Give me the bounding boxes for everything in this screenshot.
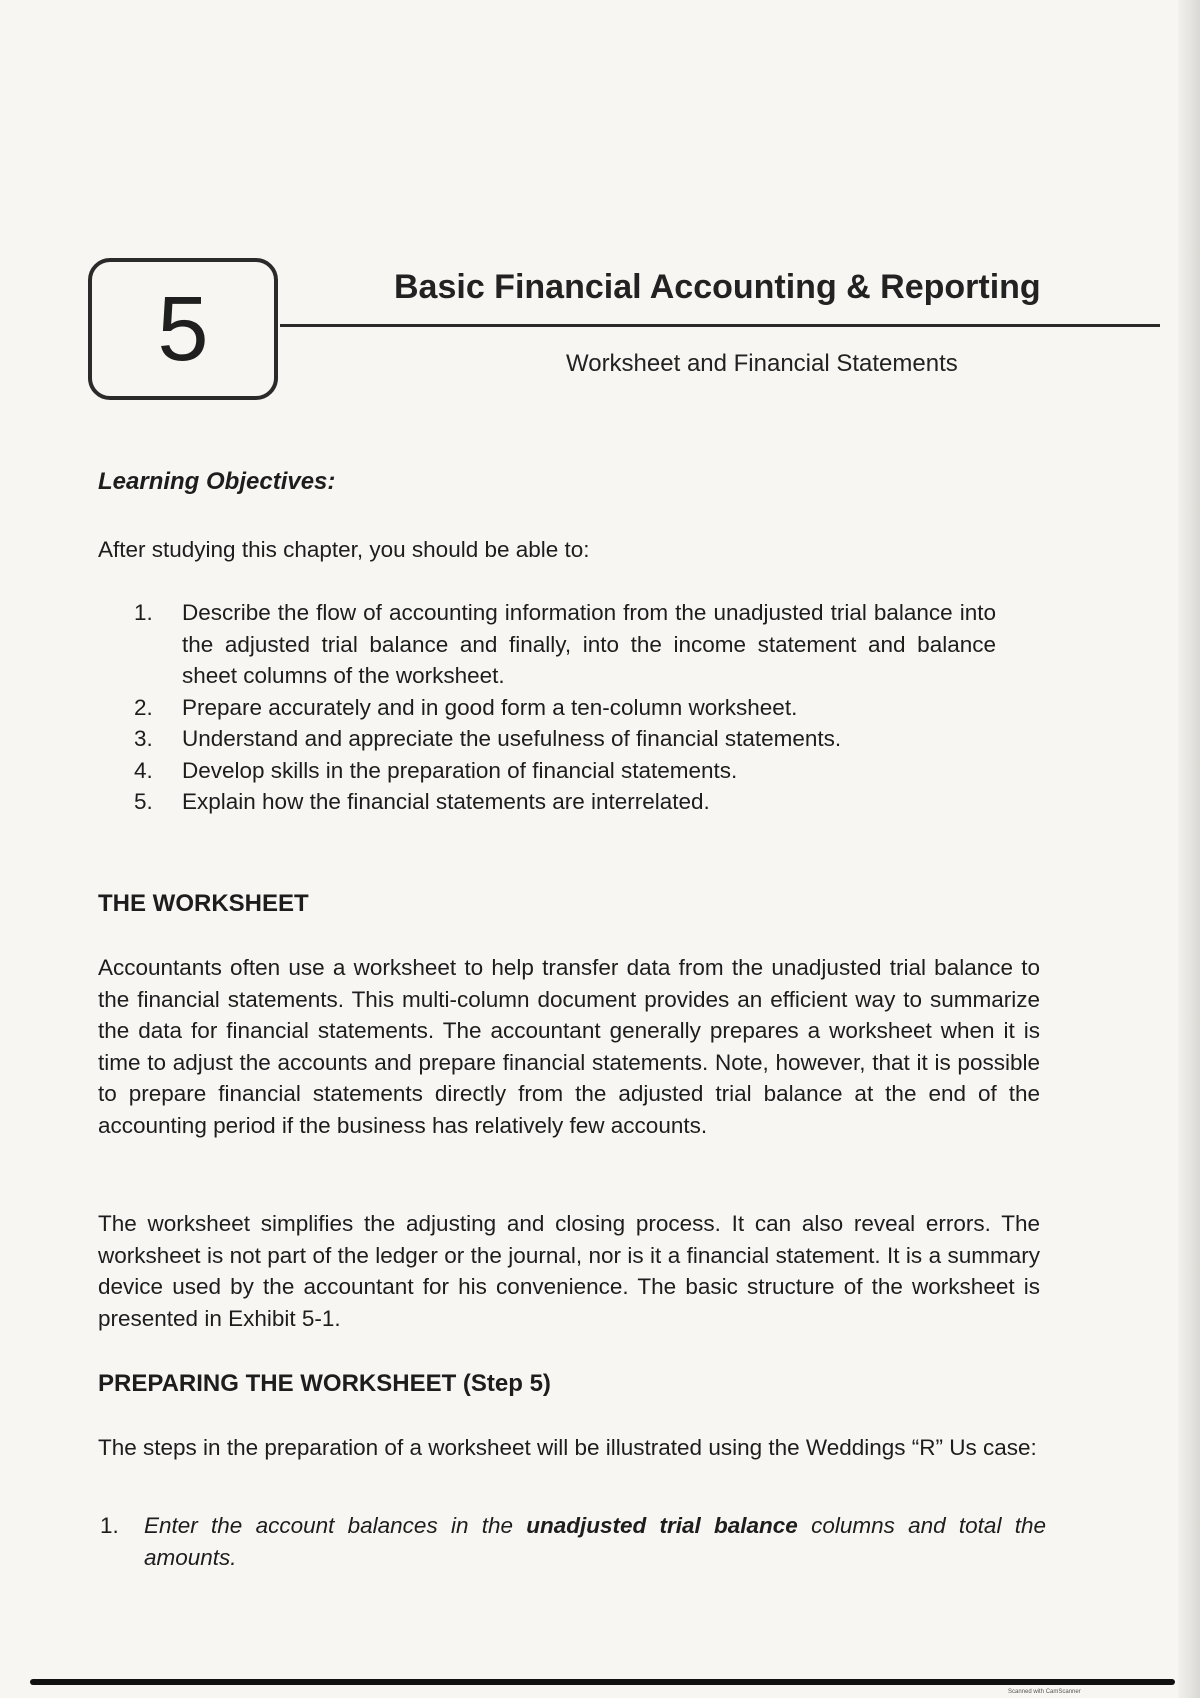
objective-number: 1. (134, 600, 153, 625)
step-item (100, 1510, 1046, 1573)
objective-text: Prepare accurately and in good form a ten-column worksheet. (182, 694, 798, 720)
objectives-list (134, 597, 996, 818)
objective-number: 2. (134, 694, 153, 720)
page-edge-shadow (1178, 0, 1200, 1698)
objective-text: Describe the flow of accounting information from the unadjusted trial balance into the adjusted trial balance and finally, into the income statement and balance sheet columns of the worksheet. (182, 600, 996, 688)
book-title: Basic Financial Accounting & Reporting (394, 268, 1041, 306)
objective-text: Understand and appreciate the usefulness of financial statements. (182, 726, 842, 751)
header-rule (280, 324, 1160, 327)
worksheet-heading: THE WORKSHEET (98, 890, 309, 917)
chapter-subtitle: Worksheet and Financial Statements (566, 350, 958, 377)
worksheet-paragraph-1: Accountants often use a worksheet to help transfer data from the unadjusted trial balance to the financial statements. This multi-column document provides an efficient way to summarize the data for financial statements. The accountant generally prepares a worksheet when it is time to adjust the accounts and prepare financial statements. Note, however, that it is possible to prepare financial statements directly from the adjusted trial balance at the end of the accounting period if the business has relatively few accounts. (98, 955, 1040, 1138)
objective-item (134, 786, 996, 818)
step-text-before: Enter the account balances in the (144, 1513, 527, 1538)
preparing-intro: The steps in the preparation of a worksheet will be illustrated using the Weddings “R” Us case: (98, 1435, 1037, 1460)
objective-number: 3. (134, 726, 153, 751)
learning-objectives-intro: After studying this chapter, you should be able to: (98, 537, 590, 562)
chapter-number-box (88, 258, 278, 400)
objective-number: 4. (134, 757, 153, 783)
learning-objectives-heading: Learning Objectives: (98, 468, 336, 495)
step-number: 1. (100, 1513, 119, 1538)
chapter-number: 5 (157, 277, 209, 380)
preparing-worksheet-heading: PREPARING THE WORKSHEET (Step 5) (98, 1370, 551, 1397)
worksheet-paragraph-2: The worksheet simplifies the adjusting and closing process. It can also reveal errors. The worksheet is not part of the ledger or the journal, nor is it a financial statement. It is a summary device used by the accountant for his convenience. The basic structure of the worksheet is presented in Exhibit 5-1. (98, 1211, 1040, 1331)
objective-text: Explain how the financial statements are interrelated. (182, 789, 710, 814)
objective-item (134, 723, 996, 755)
step-text-emphasis: unadjusted trial balance (526, 1513, 798, 1538)
step-text-after: columns and total the amounts. (144, 1513, 1046, 1570)
objective-text: Develop skills in the preparation of financial statements. (182, 757, 738, 783)
step-text (144, 1510, 1046, 1573)
objective-number: 5. (134, 789, 153, 814)
scan-watermark: Scanned with CamScanner (1008, 1689, 1081, 1695)
footer-rule (30, 1679, 1175, 1685)
objective-item (134, 692, 996, 724)
objective-item (134, 755, 996, 787)
objective-item (134, 597, 996, 692)
